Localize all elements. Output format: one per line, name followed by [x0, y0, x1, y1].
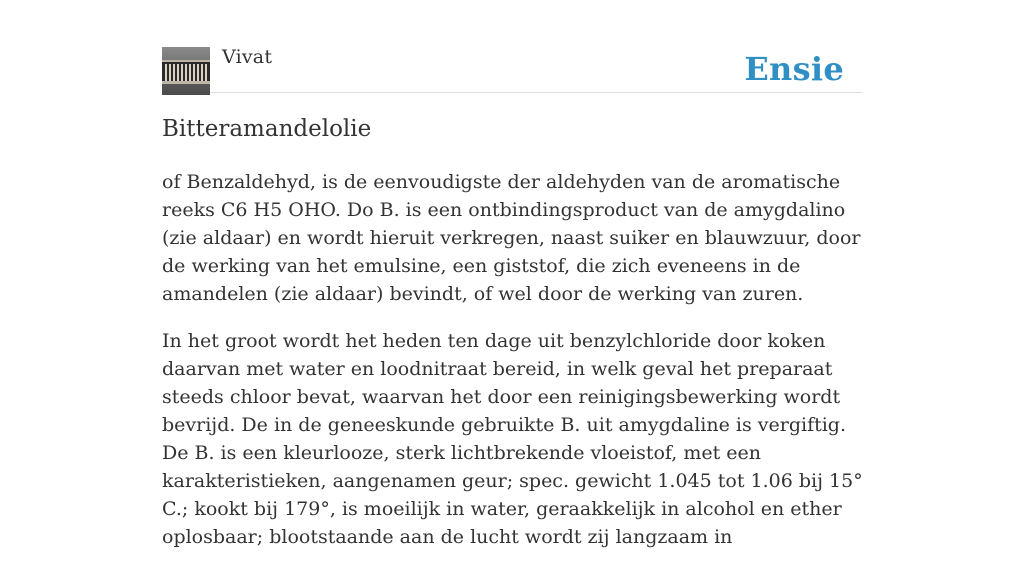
avatar-image: [162, 47, 210, 95]
article-paragraph: In het groot wordt het heden ten dage uit benzylchloride door koken daarvan met water en loodnitraat bereid, in welk geval het preparaat steeds chloor bevat, waarvan het door een reinigingsbewerking wordt bevrijd. De in de geneeskunde gebruikte B. uit amygdaline is vergiftig. De B. is een kleurlooze, sterk lichtbrekende vloeistof, met een karakteristieken, aangenamen geur; spec. gewicht 1.045 tot 1.06 bij 15° C.; kookt bij 179°, is moeilijk in water, geraakkelijk in alcohol en ether oplosbaar; blootstaande aan de lucht wordt zij langzaam in: [162, 330, 863, 548]
author-avatar[interactable]: [162, 47, 210, 95]
article-body: [162, 168, 872, 570]
brand-logo[interactable]: Ensie: [744, 50, 844, 88]
article-title: Bitteramandelolie: [162, 116, 372, 142]
author-name[interactable]: Vivat: [222, 46, 273, 68]
header: [162, 0, 862, 93]
article-page: [162, 0, 863, 548]
article-paragraph: of Benzaldehyd, is de eenvoudigste der aldehyden van de aromatische reeks C6 H5 OHO. Do B. is een ontbindingsproduct van de amygdalino (zie aldaar) en wordt hieruit verkregen, naast suiker en blauwzuur, door de werking van het emulsine, een giststof, die zich eveneens in de amandelen (zie aldaar) bevindt, of wel door de werking van zuren.: [162, 171, 861, 305]
